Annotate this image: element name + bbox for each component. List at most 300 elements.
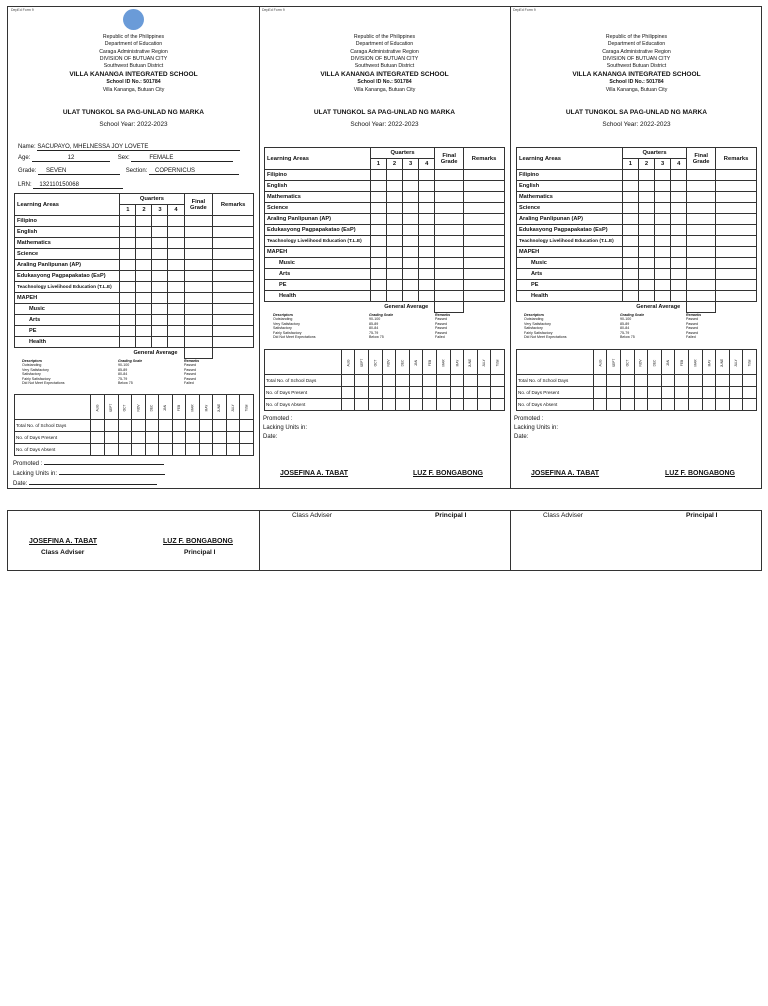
grade-cell <box>671 181 687 192</box>
grade-cell <box>687 214 716 225</box>
school-year: School Year: 2022-2023 <box>350 121 419 128</box>
descriptor-item: Fairly Satisfactory <box>22 376 51 381</box>
attendance-row-label: No. of Days Present <box>265 387 342 399</box>
section-label: Section: <box>125 168 148 174</box>
table-row <box>517 375 757 387</box>
grade-cell <box>464 225 505 236</box>
attendance-cell <box>607 375 621 387</box>
quarter-number-header: 4 <box>419 159 435 170</box>
attendance-cell <box>450 375 464 387</box>
quarter-number-header: 4 <box>671 159 687 170</box>
grading-scale-item: Below 75 <box>369 335 384 340</box>
student-age-row <box>18 155 233 162</box>
learning-areas-header: Learning Areas <box>265 148 371 170</box>
grade-cell <box>136 260 152 271</box>
table-row <box>265 236 505 247</box>
grade-cell <box>403 258 419 269</box>
grade-cell <box>120 326 136 337</box>
grade-cell <box>716 258 757 269</box>
header-line: Southwest Butuan District <box>103 63 164 70</box>
attendance-cell <box>382 387 396 399</box>
grade-cell <box>370 247 386 258</box>
grade-cell <box>168 304 184 315</box>
grading-scale-header: Grading Scale <box>118 359 143 363</box>
principal-signature-name: LUZ F. BONGABONG <box>163 538 233 545</box>
grade-cell <box>184 282 213 293</box>
date-label: Date: <box>263 434 278 440</box>
month-label: MAY <box>203 404 208 411</box>
grading-scale-item: 80-84 <box>118 372 128 377</box>
grade-cell <box>386 247 402 258</box>
grade-cell <box>152 249 168 260</box>
grade-cell <box>655 269 671 280</box>
table-row <box>517 214 757 225</box>
grade-cell <box>184 271 213 282</box>
attendance-cell <box>648 387 662 399</box>
grade-cell <box>386 192 402 203</box>
promotion-block <box>514 415 558 442</box>
form-label: DepEd Form 9 <box>11 8 34 12</box>
attendance-cell <box>661 399 675 411</box>
grade-cell <box>403 236 419 247</box>
grade-cell <box>671 291 687 302</box>
lacking-units-label: Lacking Units in: <box>514 425 559 431</box>
attendance-cell <box>226 420 240 432</box>
table-row <box>265 247 505 258</box>
descriptor-header: Descriptors <box>273 313 293 317</box>
grade-cell <box>370 291 386 302</box>
table-row <box>265 280 505 291</box>
grade-cell <box>184 249 213 260</box>
subject-name: Araling Panlipunan (AP) <box>517 214 623 225</box>
grade-cell <box>435 181 464 192</box>
grade-cell <box>687 225 716 236</box>
subject-name: Teachnology Livelihood Education (T.L.E) <box>265 236 371 247</box>
attendance-cell <box>199 432 213 444</box>
remarks-header: Remarks <box>184 359 200 363</box>
grade-cell <box>213 315 254 326</box>
attendance-cell <box>491 387 505 399</box>
grade-cell <box>370 214 386 225</box>
attendance-cell <box>688 375 702 387</box>
grade-cell <box>419 225 435 236</box>
descriptor-item: Did Not Meet Expectations <box>273 335 316 340</box>
month-label: JUNE <box>217 403 222 412</box>
remarks-item: Passed <box>435 330 447 335</box>
grade-cell <box>671 225 687 236</box>
grading-scale-item: 85-89 <box>118 367 128 372</box>
header-line: DIVISION OF BUTUAN CITY <box>350 55 419 62</box>
attendance-cell <box>743 375 757 387</box>
attendance-cell <box>675 375 689 387</box>
school-year: School Year: 2022-2023 <box>602 121 671 128</box>
subject-name: Arts <box>517 269 623 280</box>
grading-scale-header: Grading Scale <box>369 313 394 317</box>
attendance-cell <box>477 399 491 411</box>
attendance-cell <box>634 375 648 387</box>
grade-cell <box>716 247 757 258</box>
attendance-row-label: No. of Days Present <box>15 432 91 444</box>
table-row <box>517 192 757 203</box>
grade-cell <box>687 236 716 247</box>
grade-cell <box>687 291 716 302</box>
table-row <box>15 227 254 238</box>
month-label: DEC <box>400 359 405 366</box>
table-row <box>15 337 254 348</box>
spacer-cell <box>265 302 371 313</box>
grade-cell <box>120 293 136 304</box>
subject-name: Science <box>265 203 371 214</box>
quarters-header: Quarters <box>622 148 686 159</box>
attendance-cell <box>132 432 146 444</box>
grade-cell <box>464 203 505 214</box>
attendance-cell <box>450 399 464 411</box>
grade-cell <box>671 247 687 258</box>
grade-cell <box>435 258 464 269</box>
attendance-cell <box>450 387 464 399</box>
spacer-cell <box>15 348 120 359</box>
adviser-role: Class Adviser <box>292 512 332 519</box>
student-age: 12 <box>32 155 110 162</box>
grade-cell <box>213 260 254 271</box>
school-address: Villa Kananga, Butuan City <box>102 86 165 93</box>
attendance-cell <box>105 444 119 456</box>
grade-cell <box>213 337 254 348</box>
descriptor-item: Satisfactory <box>273 326 292 331</box>
general-average-row <box>15 348 254 359</box>
remarks-header: Remarks <box>716 148 757 170</box>
column-divider <box>510 511 511 570</box>
general-average-row <box>265 302 505 313</box>
header-line: Southwest Butuan District <box>606 63 667 70</box>
grade-cell <box>370 192 386 203</box>
grade-cell <box>213 326 254 337</box>
attendance-corner <box>15 395 91 420</box>
form-label: DepEd Form 9 <box>262 8 285 12</box>
student-lrn: 132110150068 <box>33 182 123 189</box>
attendance-corner <box>517 350 594 375</box>
grades-table <box>516 147 757 313</box>
grade-cell <box>386 269 402 280</box>
promotion-block <box>13 459 165 489</box>
table-row <box>517 181 757 192</box>
month-header <box>648 350 662 375</box>
attendance-cell <box>477 375 491 387</box>
grade-cell <box>638 192 654 203</box>
school-header <box>259 34 510 94</box>
attendance-cell <box>396 387 410 399</box>
grade-cell <box>136 216 152 227</box>
grading-scale-item: 80-84 <box>369 326 379 331</box>
attendance-cell <box>593 375 607 387</box>
grade-cell <box>716 181 757 192</box>
grade-cell <box>655 247 671 258</box>
subject-name: PE <box>15 326 120 337</box>
month-header <box>464 350 478 375</box>
date-label: Date: <box>514 434 529 440</box>
attendance-cell <box>409 399 423 411</box>
attendance-cell <box>688 399 702 411</box>
month-label: AUG <box>95 404 100 411</box>
general-average-label: General Average <box>370 302 434 313</box>
attendance-cell <box>593 399 607 411</box>
month-label: JULY <box>231 403 236 412</box>
grade-cell <box>419 258 435 269</box>
table-row <box>15 326 254 337</box>
quarter-number-header: 3 <box>152 205 168 216</box>
month-header <box>355 350 369 375</box>
attendance-cell <box>145 420 159 432</box>
attendance-cell <box>648 399 662 411</box>
grading-scale-item: 85-89 <box>620 321 630 326</box>
quarter-number-header: 1 <box>370 159 386 170</box>
table-row <box>15 282 254 293</box>
grade-cell <box>120 282 136 293</box>
grade-cell <box>638 181 654 192</box>
month-header <box>409 350 423 375</box>
grade-cell <box>716 214 757 225</box>
learning-areas-header: Learning Areas <box>517 148 623 170</box>
grade-cell <box>435 170 464 181</box>
grade-cell <box>136 227 152 238</box>
grade-cell <box>386 225 402 236</box>
attendance-cell <box>172 420 186 432</box>
header-line: Republic of the Philippines <box>605 34 668 40</box>
table-row <box>517 280 757 291</box>
header-line: Republic of the Philippines <box>353 34 416 40</box>
grade-cell <box>120 271 136 282</box>
attendance-cell <box>743 387 757 399</box>
table-row <box>265 225 505 236</box>
table-row <box>265 375 505 387</box>
grade-cell <box>622 181 638 192</box>
attendance-cell <box>118 420 132 432</box>
attendance-cell <box>716 387 730 399</box>
grading-scale-item: 75-79 <box>620 330 630 335</box>
grade-cell <box>403 269 419 280</box>
quarters-header: Quarters <box>370 148 434 159</box>
grade-cell <box>638 203 654 214</box>
descriptor-item: Did Not Meet Expectations <box>22 381 65 386</box>
attendance-cell <box>716 399 730 411</box>
grade-cell <box>213 304 254 315</box>
grade-cell <box>671 269 687 280</box>
grades-table <box>14 193 254 359</box>
grade-cell <box>168 282 184 293</box>
principal-role: Principal I <box>184 549 216 556</box>
quarter-number-header: 2 <box>638 159 654 170</box>
table-row <box>517 399 757 411</box>
promotion-block <box>263 415 307 442</box>
grade-cell <box>168 249 184 260</box>
subject-name: Mathematics <box>517 192 623 203</box>
month-label: Total <box>244 404 249 411</box>
subject-name: Edukasyong Pagpapakatao (EsP) <box>15 271 120 282</box>
report-title: ULAT TUNGKOL SA PAG-UNLAD NG MARKA <box>565 109 708 116</box>
grade-cell <box>184 293 213 304</box>
grades-table <box>264 147 505 313</box>
descriptor-item: Did Not Meet Expectations <box>524 335 567 340</box>
attendance-cell <box>199 420 213 432</box>
promoted-line <box>44 459 164 465</box>
attendance-cell <box>436 387 450 399</box>
grade-cell <box>386 236 402 247</box>
month-label: MAY <box>454 359 459 366</box>
month-header <box>226 395 240 420</box>
table-row <box>517 236 757 247</box>
remarks-item: Passed <box>435 317 447 322</box>
grade-cell <box>687 269 716 280</box>
attendance-row-label: No. of Days Present <box>517 387 594 399</box>
month-label: FEB <box>679 359 684 366</box>
grade-cell <box>419 269 435 280</box>
grading-scale-item: Below 75 <box>118 381 133 386</box>
grade-cell <box>403 214 419 225</box>
month-header <box>382 350 396 375</box>
descriptor-col <box>273 313 316 339</box>
table-row <box>517 203 757 214</box>
grade-cell <box>419 203 435 214</box>
attendance-cell <box>675 387 689 399</box>
month-label: NOV <box>386 359 391 366</box>
grade-cell <box>622 192 638 203</box>
descriptor-item: Very Satisfactory <box>22 367 49 372</box>
attendance-table <box>516 349 757 411</box>
spacer-cell <box>464 302 505 313</box>
grade-cell <box>419 280 435 291</box>
attendance-cell <box>491 375 505 387</box>
general-average-cell <box>687 302 716 313</box>
grading-scale-item: 90-100 <box>620 317 632 322</box>
grading-scale-item: 75-79 <box>118 376 128 381</box>
subject-name: English <box>517 181 623 192</box>
grade-cell <box>655 236 671 247</box>
month-label: NOV <box>136 404 141 411</box>
attendance-cell <box>634 387 648 399</box>
month-header <box>436 350 450 375</box>
attendance-cell <box>226 444 240 456</box>
grade-cell <box>419 192 435 203</box>
grade-cell <box>386 291 402 302</box>
school-header <box>510 34 763 94</box>
grade-cell <box>435 247 464 258</box>
grade-cell <box>655 203 671 214</box>
attendance-cell <box>159 432 173 444</box>
grade-cell <box>419 181 435 192</box>
grade-cell <box>638 280 654 291</box>
table-row <box>517 269 757 280</box>
attendance-table <box>264 349 505 411</box>
attendance-cell <box>396 399 410 411</box>
student-sex: FEMALE <box>131 155 233 162</box>
remarks-header: Remarks <box>213 194 254 216</box>
month-header <box>186 395 200 420</box>
grade-cell <box>655 170 671 181</box>
grade-cell <box>152 293 168 304</box>
attendance-cell <box>145 444 159 456</box>
remarks-col <box>686 313 701 339</box>
attendance-cell <box>702 387 716 399</box>
grade-cell <box>622 291 638 302</box>
grade-cell <box>622 170 638 181</box>
grade-cell <box>435 236 464 247</box>
month-header <box>396 350 410 375</box>
student-name: SACUPAYO, MHELNESSA JOY LOVETE <box>37 144 240 151</box>
grade-cell <box>152 216 168 227</box>
month-header <box>450 350 464 375</box>
table-row <box>517 291 757 302</box>
quarter-number-header: 4 <box>168 205 184 216</box>
attendance-cell <box>743 399 757 411</box>
month-label: JAN <box>163 404 168 411</box>
report-title: ULAT TUNGKOL SA PAG-UNLAD NG MARKA <box>62 109 205 116</box>
descriptor-header: Descriptors <box>22 359 42 363</box>
month-header <box>172 395 186 420</box>
grade-cell <box>671 214 687 225</box>
promoted-label: Promoted : <box>514 416 544 422</box>
lacking-units-line <box>59 469 165 475</box>
grade-cell <box>435 192 464 203</box>
grade-cell <box>671 203 687 214</box>
month-header <box>675 350 689 375</box>
grade-cell <box>152 260 168 271</box>
grade-cell <box>622 214 638 225</box>
grade-cell <box>464 181 505 192</box>
remarks-item: Passed <box>184 372 196 377</box>
grade-cell <box>152 315 168 326</box>
month-header <box>661 350 675 375</box>
subject-name: Araling Panlipunan (AP) <box>15 260 120 271</box>
grade-cell <box>386 214 402 225</box>
remarks-item: Failed <box>184 381 194 386</box>
grade-cell <box>184 260 213 271</box>
month-label: JAN <box>414 359 419 366</box>
header-line: Caraga Administrative Region <box>350 48 419 55</box>
table-row <box>517 247 757 258</box>
grade-cell <box>464 214 505 225</box>
grade-cell <box>622 258 638 269</box>
table-row <box>15 238 254 249</box>
remarks-header: Remarks <box>686 313 702 317</box>
table-row <box>265 269 505 280</box>
subject-name: Health <box>517 291 623 302</box>
attendance-cell <box>620 375 634 387</box>
attendance-cell <box>464 399 478 411</box>
attendance-cell <box>382 399 396 411</box>
grade-cell <box>687 192 716 203</box>
subject-name: Science <box>15 249 120 260</box>
remarks-header: Remarks <box>464 148 505 170</box>
attendance-cell <box>729 399 743 411</box>
grading-scale-col <box>620 313 644 339</box>
school-id: School ID No.: 501784 <box>106 79 161 86</box>
attendance-cell <box>409 375 423 387</box>
quarter-number-header: 3 <box>403 159 419 170</box>
descriptor-item: Satisfactory <box>22 372 41 377</box>
grade-label: Grade: <box>18 168 37 174</box>
signature-strip <box>7 510 762 571</box>
month-label: JUNE <box>720 358 725 367</box>
grade-cell <box>152 238 168 249</box>
grade-cell <box>435 291 464 302</box>
subject-name: MAPEH <box>15 293 120 304</box>
month-label: MAR <box>441 358 446 367</box>
attendance-cell <box>491 399 505 411</box>
month-label: SEPT <box>109 403 114 412</box>
report-card-sheet <box>7 6 762 489</box>
descriptor-item: Satisfactory <box>524 326 543 331</box>
principal-role: Principal I <box>686 512 718 519</box>
